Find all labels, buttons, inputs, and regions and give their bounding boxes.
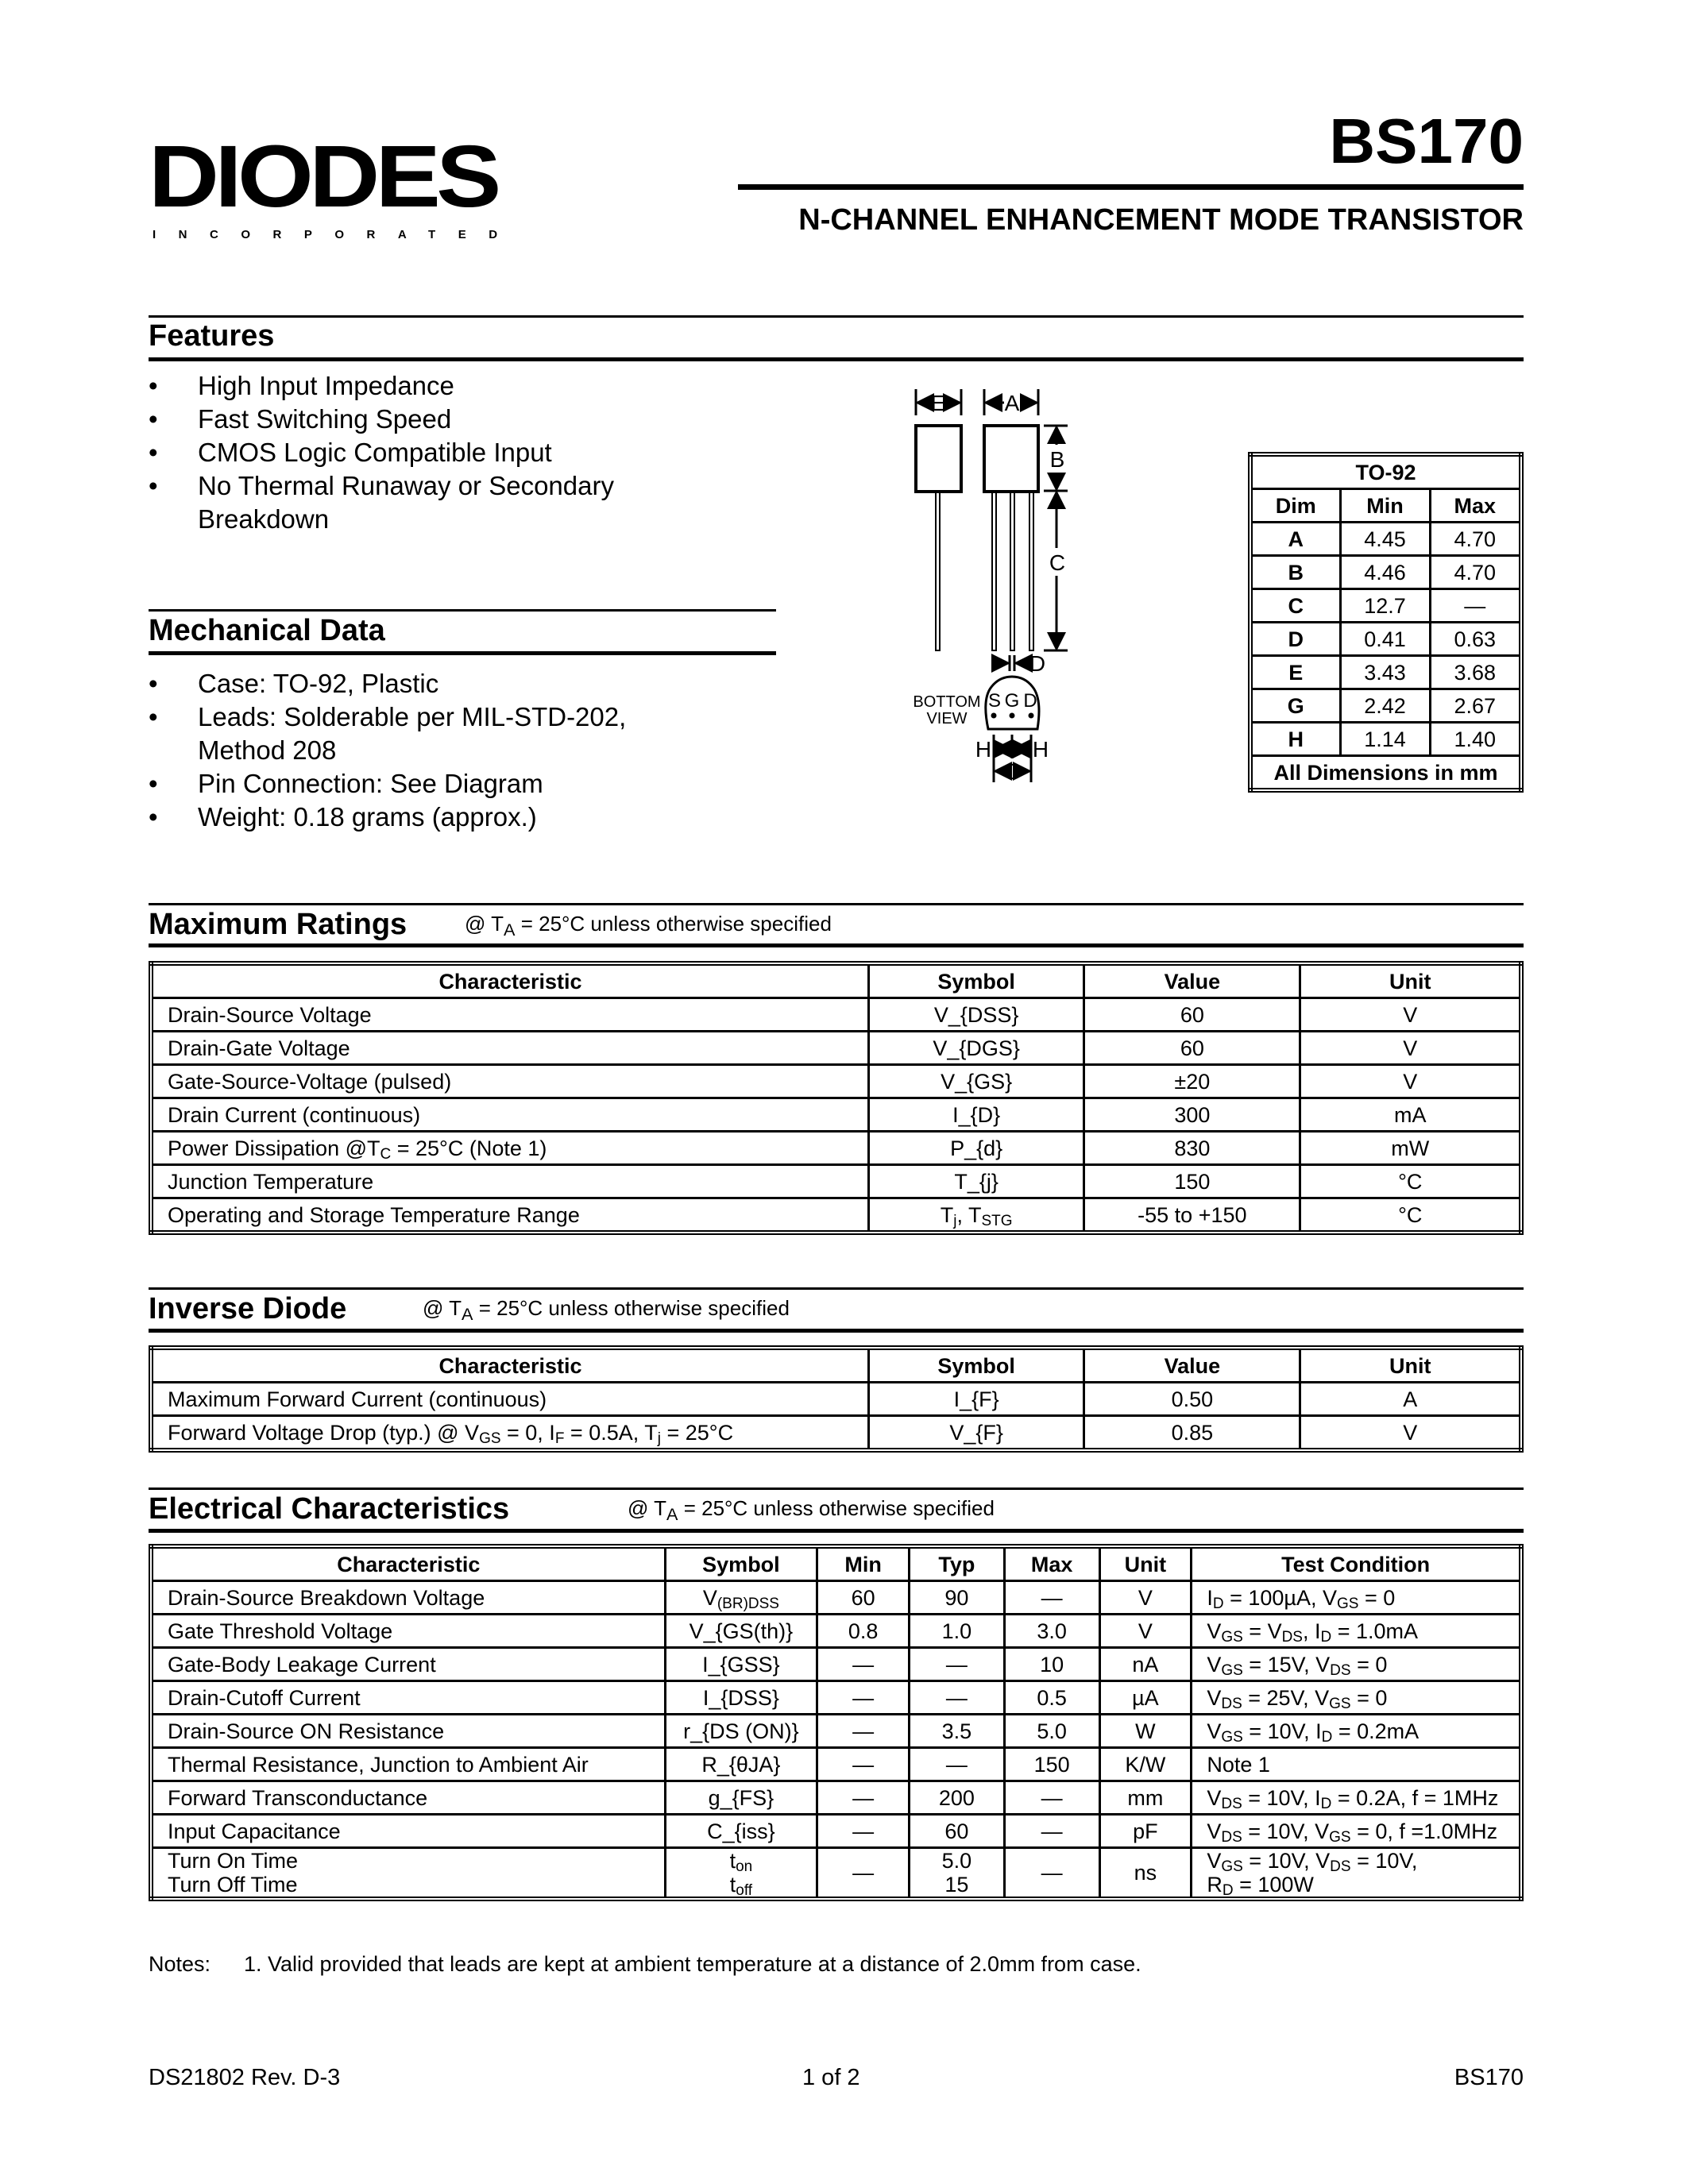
table-cell: V [1300, 998, 1521, 1032]
table-row [1250, 623, 1521, 656]
features-heading: Features [149, 319, 275, 353]
table-cell: G [1250, 689, 1340, 723]
table-cell: mm [1099, 1781, 1192, 1815]
table-cell: V [1300, 1065, 1521, 1098]
table-cell: 0.41 [1340, 623, 1430, 656]
table-cell: Thermal Resistance, Junction to Ambient Air [151, 1748, 665, 1781]
table-cell: $V_{GS} = 15V$, $V_{DS} = 0$ [1192, 1648, 1521, 1681]
feature-item: • Fast Switching Speed [149, 403, 705, 436]
column-header: Unit [1099, 1546, 1192, 1581]
table-cell: µA [1099, 1681, 1192, 1715]
divider [149, 651, 776, 655]
dim-label-c: C [1049, 550, 1066, 575]
feature-item: • No Thermal Runaway or Secondary Breakdown [149, 469, 705, 536]
table-row [151, 1032, 1521, 1065]
table-cell: 90 [910, 1581, 1005, 1615]
table-cell: Gate-Source-Voltage (pulsed) [151, 1065, 868, 1098]
electrical-heading: Electrical Characteristics [149, 1492, 510, 1526]
table-cell: — [817, 1715, 910, 1748]
mechanical-item: • Pin Connection: See Diagram [149, 767, 720, 801]
notes-label: Notes: [149, 1952, 211, 1976]
table-cell: $V_{DS} = 10V$, $I_D = 0.2A$, f = 1MHz [1192, 1781, 1521, 1815]
table-cell: Drain-Cutoff Current [151, 1681, 665, 1715]
table-cell: E [1250, 656, 1340, 689]
maximum-ratings-table [149, 961, 1524, 1235]
dimensions-table [1248, 452, 1524, 793]
header-row [151, 963, 1521, 998]
table-cell: 2.67 [1430, 689, 1521, 723]
table-cell: mA [1300, 1098, 1521, 1132]
table-cell: H [1250, 723, 1340, 756]
electrical-condition: @ $T_A = 25^\circ C$ unless otherwise specified [628, 1496, 995, 1525]
column-header: Max [1430, 489, 1521, 523]
table-cell: — [1004, 1848, 1099, 1900]
inverse-diode-table [149, 1345, 1524, 1453]
part-description: N-CHANNEL ENHANCEMENT MODE TRANSISTOR [798, 203, 1524, 237]
divider [149, 1287, 1524, 1290]
table-cell: 0.85 [1084, 1416, 1300, 1451]
table-cell: nA [1099, 1648, 1192, 1681]
feature-item: • CMOS Logic Compatible Input [149, 436, 705, 469]
symbol-cell: I_{F} [868, 1383, 1083, 1416]
footer-page-number: 1 of 2 [802, 2065, 860, 2090]
table-cell: 1.0 [910, 1615, 1005, 1648]
table-cell: Note 1 [1192, 1748, 1521, 1781]
maximum-ratings-heading: Maximum Ratings [149, 908, 408, 941]
symbol-cell: V_{F} [868, 1416, 1083, 1451]
table-cell: V [1300, 1032, 1521, 1065]
table-cell: 1.40 [1430, 723, 1521, 756]
table-cell: 0.8 [817, 1615, 910, 1648]
table-cell: $T_j$, $T_{STG}$ [868, 1198, 1083, 1233]
table-cell: -55 to +150 [1084, 1198, 1300, 1233]
table-cell: V [1300, 1416, 1521, 1451]
table-cell: Drain-Source Breakdown Voltage [151, 1581, 665, 1615]
package-front-view [984, 426, 1038, 492]
table-cell: 1.14 [1340, 723, 1430, 756]
symbol-cell: V_{DGS} [868, 1032, 1083, 1065]
pin-label-gate: G [1004, 690, 1020, 712]
table-cell: Power Dissipation $@T_C = 25^\circ C$ (Note 1) [151, 1132, 868, 1165]
table-cell: — [817, 1648, 910, 1681]
table-row [151, 1098, 1521, 1132]
bottom-view-label: VIEW [926, 710, 968, 727]
divider [149, 1488, 1524, 1490]
table-cell: $V_{GS} = 10V$, $V_{DS} = 10V$, $R_D = 100W$ [1192, 1848, 1521, 1900]
symbol-cell: V_{GS(th)} [665, 1615, 817, 1648]
table-cell: 12.7 [1340, 589, 1430, 623]
symbol-cell: I_{GSS} [665, 1648, 817, 1681]
table-cell: pF [1099, 1815, 1192, 1848]
dim-label-h: H [975, 737, 992, 762]
table-cell: 150 [1084, 1165, 1300, 1198]
table-cell: 0.63 [1430, 623, 1521, 656]
divider [149, 903, 1524, 905]
mechanical-item: • Leads: Solderable per MIL-STD-202, Method 208 [149, 700, 720, 767]
column-header: Unit [1300, 963, 1521, 998]
table-cell: — [817, 1681, 910, 1715]
note-1: 1. Valid provided that leads are kept at ambient temperature at a distance of 2.0mm from case. [244, 1952, 1141, 1976]
table-cell: Input Capacitance [151, 1815, 665, 1848]
table-cell: A [1250, 523, 1340, 556]
table-cell: 60 [1084, 998, 1300, 1032]
column-header: Value [1084, 1348, 1300, 1383]
table-cell: 4.46 [1340, 556, 1430, 589]
inverse-diode-condition: @ $T_A = 25^\circ C$ unless otherwise specified [423, 1296, 790, 1325]
table-cell: — [817, 1815, 910, 1848]
table-cell: Junction Temperature [151, 1165, 868, 1198]
table-row [151, 1648, 1521, 1681]
pin-label-source: S [987, 690, 1002, 712]
symbol-cell: P_{d} [868, 1132, 1083, 1165]
table-cell: 4.70 [1430, 556, 1521, 589]
divider [149, 609, 776, 612]
table-row [1250, 589, 1521, 623]
symbol-cell: g_{FS} [665, 1781, 817, 1815]
package-side-view [916, 426, 961, 492]
table-cell: Drain-Source ON Resistance [151, 1715, 665, 1748]
column-header: Min [817, 1546, 910, 1581]
dimensions-table-title: TO-92 [1250, 454, 1521, 489]
column-header: Typ [910, 1546, 1005, 1581]
table-cell: 60 [817, 1581, 910, 1615]
table-cell: Operating and Storage Temperature Range [151, 1198, 868, 1233]
table-cell: B [1250, 556, 1340, 589]
divider [149, 357, 1524, 361]
table-row [1250, 723, 1521, 756]
mechanical-list [149, 667, 720, 834]
table-row [151, 1848, 1521, 1900]
table-cell: Drain Current (continuous) [151, 1098, 868, 1132]
column-header: Symbol [868, 1348, 1083, 1383]
table-cell: Turn On Time Turn Off Time [151, 1848, 665, 1900]
column-header: Characteristic [151, 1348, 868, 1383]
table-cell: $I_D = 100\mu A$, $V_{GS} = 0$ [1192, 1581, 1521, 1615]
feature-item: • High Input Impedance [149, 369, 705, 403]
table-row [151, 1748, 1521, 1781]
symbol-cell: V_{DSS} [868, 998, 1083, 1032]
table-cell: — [910, 1748, 1005, 1781]
divider [149, 943, 1524, 947]
table-cell: 0.50 [1084, 1383, 1300, 1416]
dim-label-g: G [1004, 759, 1022, 784]
table-cell: ±20 [1084, 1065, 1300, 1098]
symbol-cell: V_{GS} [868, 1065, 1083, 1098]
table-row [151, 1781, 1521, 1815]
mechanical-heading: Mechanical Data [149, 614, 385, 647]
table-cell: V [1099, 1581, 1192, 1615]
table-cell: 5.0 [1004, 1715, 1099, 1748]
symbol-cell: R_{θJA} [665, 1748, 817, 1781]
to92-package-diagram [906, 373, 1144, 897]
table-cell: 300 [1084, 1098, 1300, 1132]
table-cell: Drain-Gate Voltage [151, 1032, 868, 1065]
table-cell: 3.0 [1004, 1615, 1099, 1648]
table-cell: 0.5 [1004, 1681, 1099, 1715]
dim-label-h: H [1032, 737, 1049, 762]
footer-part-number: BS170 [1454, 2065, 1524, 2090]
table-row [151, 1165, 1521, 1198]
table-cell: D [1250, 623, 1340, 656]
table-row [151, 1383, 1521, 1416]
table-cell: C [1250, 589, 1340, 623]
table-cell: $V_{(BR)DSS}$ [665, 1581, 817, 1615]
dim-label-a: A [1004, 391, 1020, 415]
table-row [151, 1681, 1521, 1715]
table-cell: — [817, 1848, 910, 1900]
table-cell: 3.43 [1340, 656, 1430, 689]
bottom-view-label: BOTTOM [913, 693, 981, 711]
column-header: Unit [1300, 1348, 1521, 1383]
column-header: Min [1340, 489, 1430, 523]
table-cell: — [1004, 1781, 1099, 1815]
table-row [151, 1581, 1521, 1615]
table-cell: 10 [1004, 1648, 1099, 1681]
table-row [1250, 689, 1521, 723]
table-cell: $t_{on}$ $t_{off}$ [665, 1848, 817, 1900]
table-cell: — [817, 1748, 910, 1781]
table-cell: 2.42 [1340, 689, 1430, 723]
pin-label-drain: D [1023, 690, 1037, 712]
table-cell: 830 [1084, 1132, 1300, 1165]
table-cell: Maximum Forward Current (continuous) [151, 1383, 868, 1416]
maximum-ratings-condition: @ $T_A = 25^\circ C$ unless otherwise specified [465, 912, 832, 940]
symbol-cell: C_{iss} [665, 1815, 817, 1848]
table-cell: $V_{GS} = 10V$, $I_D = 0.2mA$ [1192, 1715, 1521, 1748]
table-cell: — [817, 1781, 910, 1815]
table-cell: — [910, 1648, 1005, 1681]
table-cell: $V_{GS} = V_{DS}$, $I_D = 1.0mA$ [1192, 1615, 1521, 1648]
table-row [151, 1715, 1521, 1748]
table-cell: Gate Threshold Voltage [151, 1615, 665, 1648]
table-row [151, 1132, 1521, 1165]
table-cell: 3.68 [1430, 656, 1521, 689]
features-list [149, 369, 705, 536]
dim-label-b: B [1049, 447, 1065, 472]
column-header: Symbol [868, 963, 1083, 998]
footer-doc-id: DS21802 Rev. D-3 [149, 2065, 341, 2090]
table-row [151, 1815, 1521, 1848]
symbol-cell: r_{DS (ON)} [665, 1715, 817, 1748]
table-row [151, 1065, 1521, 1098]
table-row [151, 998, 1521, 1032]
header-row [151, 1546, 1521, 1581]
column-header: Dim [1250, 489, 1340, 523]
table-cell: Forward Transconductance [151, 1781, 665, 1815]
dim-label-d: D [1029, 651, 1046, 676]
dimensions-table-footer: All Dimensions in mm [1250, 756, 1521, 791]
table-cell: °C [1300, 1165, 1521, 1198]
table-cell: °C [1300, 1198, 1521, 1233]
company-logo: DIODES [149, 128, 497, 226]
column-header: Characteristic [151, 1546, 665, 1581]
divider [149, 1329, 1524, 1333]
table-cell: Drain-Source Voltage [151, 998, 868, 1032]
divider [149, 315, 1524, 318]
table-row [151, 1416, 1521, 1451]
table-cell: — [1004, 1581, 1099, 1615]
column-header: Value [1084, 963, 1300, 998]
table-cell: K/W [1099, 1748, 1192, 1781]
table-row [1250, 556, 1521, 589]
divider [149, 1529, 1524, 1533]
column-header: Max [1004, 1546, 1099, 1581]
table-row [151, 1198, 1521, 1233]
table-row [1250, 656, 1521, 689]
table-row [1250, 523, 1521, 556]
table-cell: 3.5 [910, 1715, 1005, 1748]
symbol-cell: I_{DSS} [665, 1681, 817, 1715]
table-row [151, 1615, 1521, 1648]
column-header: Characteristic [151, 963, 868, 998]
table-cell: 5.0 15 [910, 1848, 1005, 1900]
table-cell: Forward Voltage Drop (typ.) @ $V_{GS} = 0$, $I_F = 0.5A$, $T_j = 25^\circ C$ [151, 1416, 868, 1451]
column-header: Symbol [665, 1546, 817, 1581]
inverse-diode-heading: Inverse Diode [149, 1292, 347, 1325]
mechanical-item: • Weight: 0.18 grams (approx.) [149, 801, 720, 834]
table-cell: $V_{DS} = 25V$, $V_{GS} = 0$ [1192, 1681, 1521, 1715]
part-number-title: BS170 [1329, 106, 1524, 176]
table-cell: 60 [1084, 1032, 1300, 1065]
table-cell: — [1004, 1815, 1099, 1848]
table-cell: A [1300, 1383, 1521, 1416]
mechanical-item: • Case: TO-92, Plastic [149, 667, 720, 700]
header-divider [738, 184, 1524, 190]
table-cell: 200 [910, 1781, 1005, 1815]
column-header: Test Condition [1192, 1546, 1521, 1581]
header-row [151, 1348, 1521, 1383]
dim-label-e: E [930, 391, 946, 415]
table-cell: mW [1300, 1132, 1521, 1165]
symbol-cell: T_{j} [868, 1165, 1083, 1198]
table-cell: W [1099, 1715, 1192, 1748]
symbol-cell: I_{D} [868, 1098, 1083, 1132]
table-cell: $V_{DS} = 10V$, $V_{GS} = 0$, f =1.0MHz [1192, 1815, 1521, 1848]
table-cell: V [1099, 1615, 1192, 1648]
company-logo-subtitle: INCORPORATED [153, 228, 520, 241]
table-cell: 4.45 [1340, 523, 1430, 556]
table-cell: — [1430, 589, 1521, 623]
electrical-characteristics-table [149, 1544, 1524, 1901]
table-cell: 150 [1004, 1748, 1099, 1781]
table-cell: ns [1099, 1848, 1192, 1900]
table-cell: — [910, 1681, 1005, 1715]
table-cell: 4.70 [1430, 523, 1521, 556]
table-cell: Gate-Body Leakage Current [151, 1648, 665, 1681]
table-cell: 60 [910, 1815, 1005, 1848]
